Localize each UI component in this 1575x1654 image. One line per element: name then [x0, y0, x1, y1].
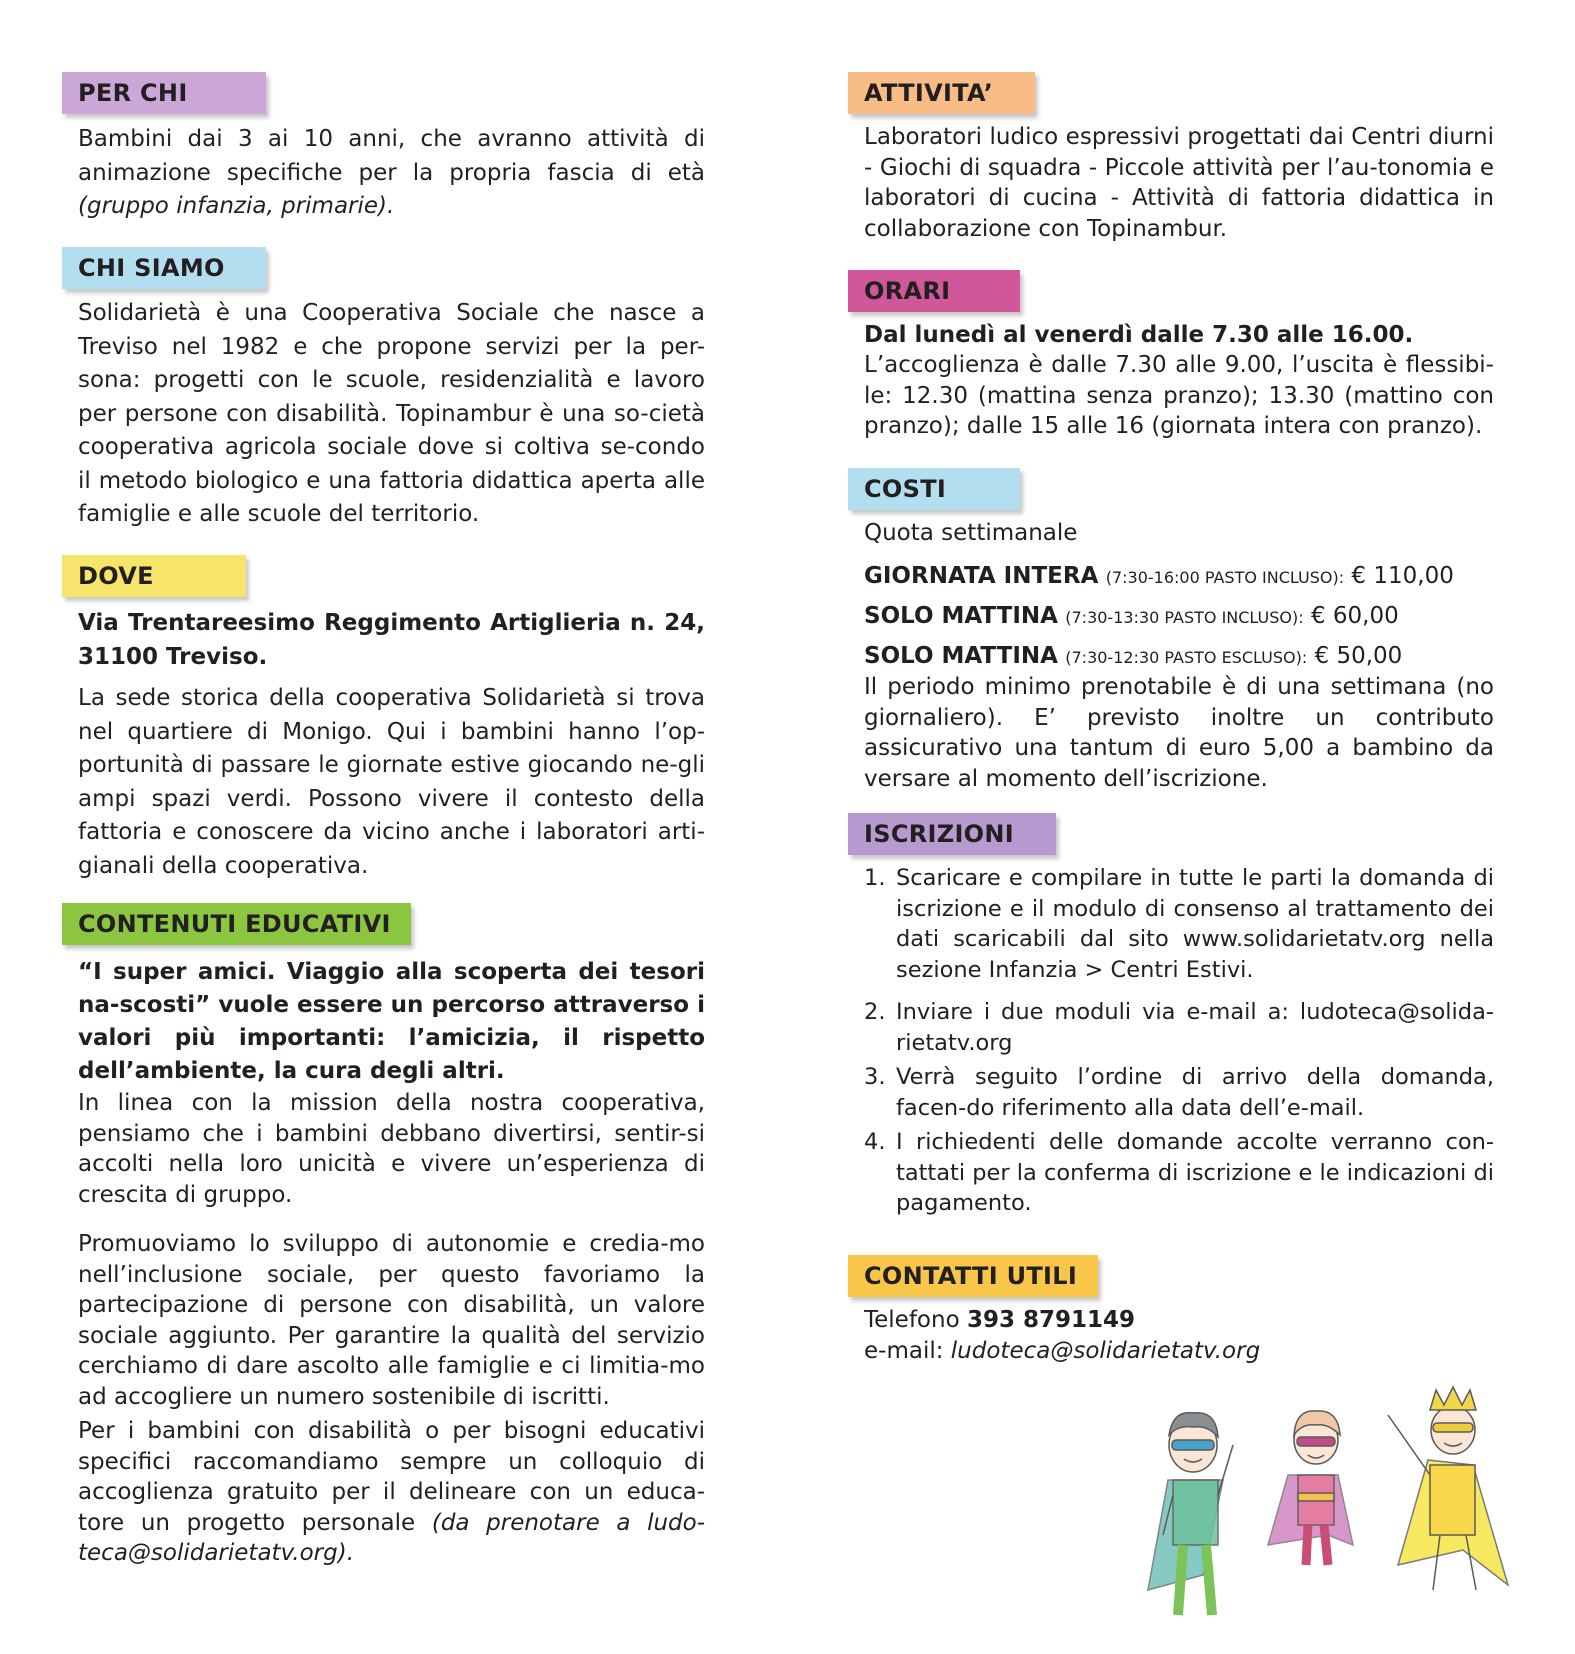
- section-tag-costi: COSTI: [848, 468, 1020, 510]
- contenuti-p3: Per i bambini con disabilità o per bisogni educativi specifici raccomandiamo sempre un colloquio di accoglienza gratuito per il delineare con un educa-tore un progetto personale (da prenotare a ludo-teca@solidarietatv.org).: [78, 1418, 706, 1566]
- list-item: 1. Scaricare e compilare in tutte le parti la domanda di iscrizione e il modulo di consenso al trattamento dei dati scaricabili dal sito www.solidarietatv.org nella sezione Infanzia > Centri Estivi.: [864, 865, 1494, 983]
- costi-row: SOLO MATTINA (7:30-12:30 PASTO ESCLUSO): € 50,00: [864, 643, 1403, 669]
- section-tag-contenuti-educativi: CONTENUTI EDUCATIVI: [62, 903, 411, 945]
- costi-row: GIORNATA INTERA (7:30-16:00 PASTO INCLUSO): € 110,00: [864, 563, 1454, 589]
- contatti-text: Telefono 393 8791149 e-mail: ludoteca@solidarietatv.org: [864, 1307, 1261, 1364]
- section-tag-iscrizioni: ISCRIZIONI: [848, 813, 1056, 855]
- dove-text: La sede storica della cooperativa Solidarietà si trova nel quartiere di Monigo. Qui i bambini hanno l’op-portunità di passare le giornate estive giocando ne-gli ampi spazi verdi. Possono vivere il contesto della fattoria e conoscere da vicino anche i laboratori arti-gianali della cooperativa.: [78, 685, 705, 879]
- list-item: 3. Verrà seguito l’ordine di arrivo della domanda, facen-do riferimento alla data dell’e-mail.: [864, 1064, 1494, 1121]
- section-tag-per-chi: PER CHI: [62, 72, 266, 114]
- costi-intro: Quota settimanale: [864, 520, 1078, 546]
- section-tag-contatti: CONTATTI UTILI: [848, 1255, 1098, 1297]
- per-chi-text: Bambini dai 3 ai 10 anni, che avranno attività di animazione specifiche per la propria fascia di età (gruppo infanzia, primarie).: [78, 126, 705, 219]
- contenuti-p2: Promuoviamo lo sviluppo di autonomie e credia-mo nell’inclusione sociale, per questo favoriamo la partecipazione di persone con disabilità, un valore sociale aggiunto. Per garantire la qualità del servizio cerchiamo di dare ascolto alle famiglie e ci limitia-mo ad accogliere un numero sostenibile di iscritti.: [78, 1231, 705, 1410]
- superhero-kids-drawing-icon: [1128, 1385, 1518, 1640]
- costi-list: [864, 557, 1494, 677]
- attivita-text: Laboratori ludico espressivi progettati dai Centri diurni - Giochi di squadra - Piccole attività per l’au-tonomia e laboratori di cucina - Attività di fattoria didattica in collaborazione con Topinambur.: [864, 124, 1494, 242]
- costi-row: SOLO MATTINA (7:30-13:30 PASTO INCLUSO): € 60,00: [864, 603, 1399, 629]
- section-tag-dove: DOVE: [62, 555, 246, 597]
- email-link[interactable]: ludoteca@solidarietatv.org: [950, 1338, 1261, 1364]
- contenuti-intro: “I super amici. Viaggio alla scoperta dei tesori na-scosti” vuole essere un percorso attraverso i valori più importanti: l’amicizia, il rispetto dell’ambiente, la cura degli altri.: [78, 959, 705, 1084]
- chi-siamo-text: Solidarietà è una Cooperativa Sociale che nasce a Treviso nel 1982 e che propone servizi per la per-sona: progetti con le scuole, residenzialità e lavoro per persone con disabilità. Topinambur è una so-cietà cooperativa agricola sociale dove si coltiva se-condo il metodo biologico e una fattoria didattica aperta alle famiglie e alle scuole del territorio.: [78, 300, 705, 527]
- list-item: 4. I richiedenti delle domande accolte verranno con-tattati per la conferma di iscrizione e le indicazioni di pagamento.: [864, 1129, 1494, 1216]
- costi-note: Il periodo minimo prenotabile è di una settimana (no giornaliero). E’ previsto inoltre un contributo assicurativo una tantum di euro 5,00 a bambino da versare al momento dell’iscrizione.: [864, 674, 1494, 792]
- orari-text: L’accoglienza è dalle 7.30 alle 9.00, l’uscita è flessibi-le: 12.30 (mattina senza pranzo); 13.30 (mattino con pranzo); dalle 15 alle 16 (giornata intera con pranzo).: [864, 352, 1494, 439]
- dove-address: Via Trentareesimo Reggimento Artiglieria n. 24, 31100 Treviso.: [78, 610, 705, 670]
- phone-number[interactable]: 393 8791149: [966, 1307, 1136, 1333]
- contenuti-p1: In linea con la mission della nostra cooperativa, pensiamo che i bambini debbano divertirsi, sentir-si accolti nella loro unicità e vivere un’esperienza di crescita di gruppo.: [78, 1090, 705, 1208]
- per-chi-italic: (gruppo infanzia, primarie).: [78, 193, 395, 219]
- section-tag-chi-siamo: CHI SIAMO: [62, 247, 266, 289]
- section-tag-attivita: ATTIVITA’: [848, 72, 1035, 114]
- contenuti-p3-italic: (da prenotare a ludo-teca@solidarietatv.org).: [78, 1509, 706, 1566]
- iscrizioni-list: [864, 863, 1494, 1219]
- list-item: 2. Inviare i due moduli via e-mail a: ludoteca@solida-rietatv.org: [864, 999, 1494, 1056]
- section-tag-orari: ORARI: [848, 270, 1020, 312]
- superhero-kid-pink-icon: [1268, 1411, 1353, 1565]
- orari-days: Dal lunedì al venerdì dalle 7.30 alle 16.00.: [864, 322, 1414, 348]
- superhero-kid-yellow-icon: [1388, 1387, 1508, 1590]
- superhero-kid-green-icon: [1148, 1413, 1233, 1615]
